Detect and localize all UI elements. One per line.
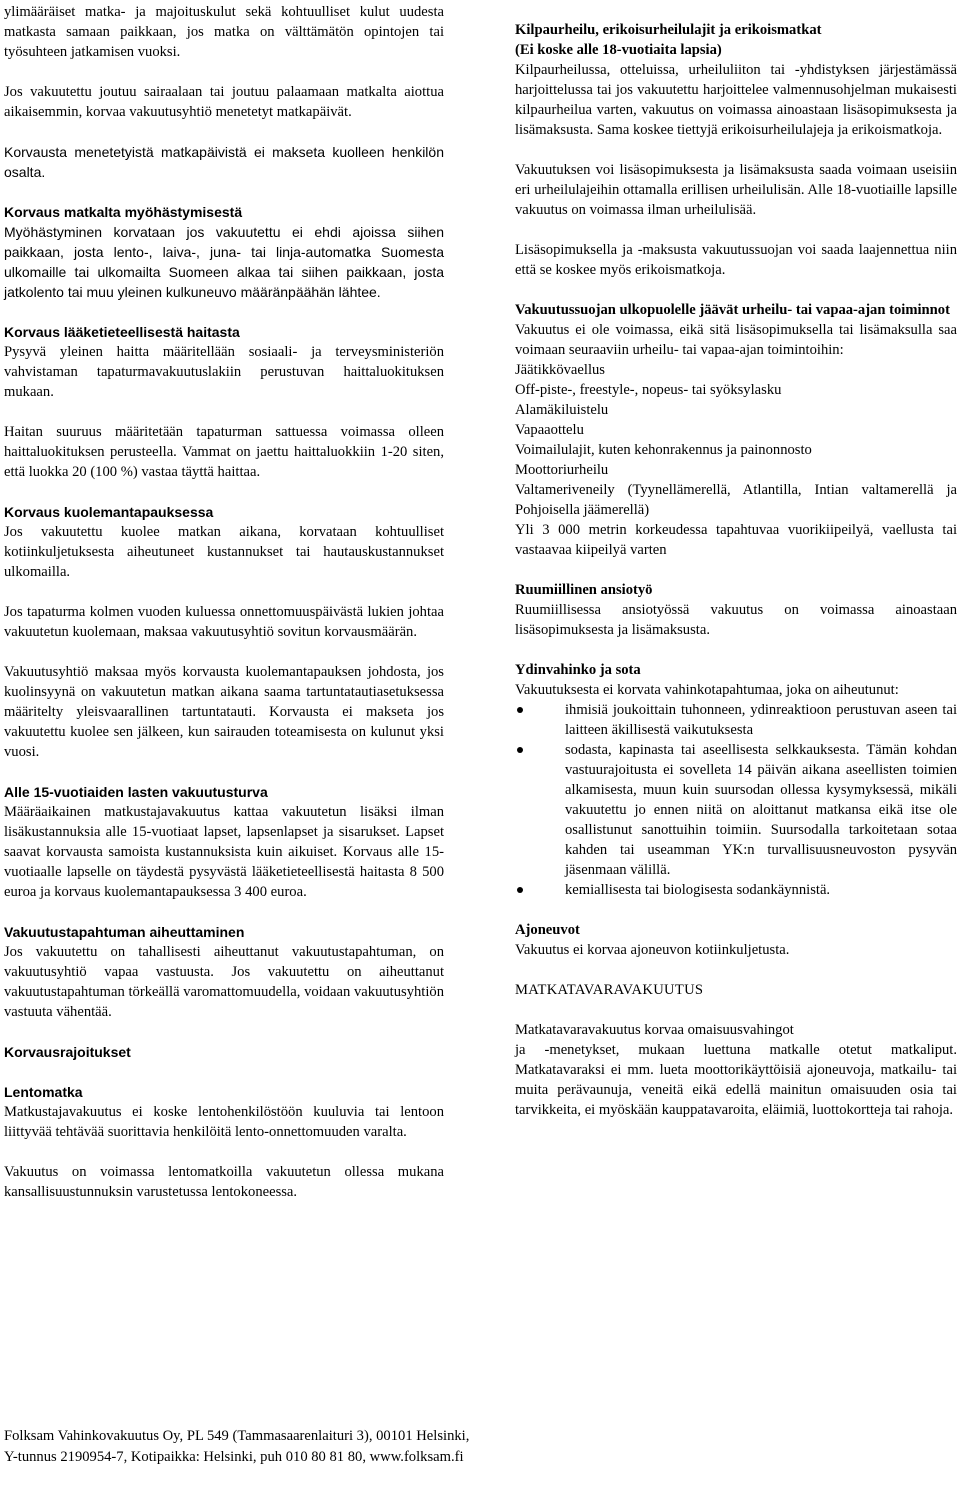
nuclear-heading: Ydinvahinko ja sota xyxy=(515,662,641,678)
death-text-3: Vakuutusyhtiö maksaa myös korvausta kuolemantapauksen johdosta, jos kuolinsyynä on vakuutetun matkan aikana saama tartuntatautiasetuksessa määritelty yleisvaarallinen tartuntatauti. Korvausta ei makseta jos vakuutettu kuolee sen jälkeen, kun sairauden toteamisesta on kulunut yksi vuosi. xyxy=(4,664,444,760)
extreme-section xyxy=(515,300,957,560)
restrictions-heading: Korvausrajoitukset xyxy=(4,1044,131,1060)
bullet-icon xyxy=(517,747,523,753)
vehicles-section xyxy=(515,920,957,960)
nuclear-section xyxy=(515,660,957,900)
intro-paragraph: ylimääräiset matka- ja majoituskulut sekä kohtuulliset kulut uudesta matkasta samaan paikkaan, jos matka on välttämätön opintojen tai työsuhteen jatkamisen vuoksi. xyxy=(4,4,444,60)
deceased-paragraph: Korvausta menetetyistä matkapäivistä ei makseta kuolleen henkilön osalta. xyxy=(4,144,444,180)
competitive-text: Kilpaurheilussa, otteluissa, urheiluliiton tai -yhdistyksen järjestämässä harjoittelussa tai jos vakuutettu harjoittelee valmennusohjelman mukaisesti kilpaurheilua varten, vakuutus on voimassa ainoastaan lisäsopimuksesta ja lisämaksusta. Sama koskee tiettyjä erikoisurheilulajeja ja erikoismatkoja. xyxy=(515,62,957,138)
baggage-text-2: ja -menetykset, mukaan luettuna matkalle otetut matkaliput. Matkatavaraksi ei mm. lueta moottorikäyttöisiä ajoneuvoja, matkailu- tai muita perävaunuja, veneitä eikä edellä mainitun omaisuuden osia tai tarvikkeita, ei myöskään kauppatavaroita, eläimiä, luottokortteja tai rahoja. xyxy=(515,1042,957,1118)
list-item xyxy=(515,700,957,740)
baggage-heading: MATKATAVARAVAKUUTUS xyxy=(515,982,704,998)
delay-section xyxy=(4,202,444,302)
list-item: Alamäkiluistelu xyxy=(515,402,609,418)
flight-text-2: Vakuutus on voimassa lentomatkoilla vakuutetun ollessa mukana kansallisuustunnuksin varustetussa lentokoneessa. xyxy=(4,1164,444,1200)
extreme-heading: Vakuutussuojan ulkopuolelle jäävät urheilu- tai vapaa-ajan toiminnot xyxy=(515,302,950,318)
vehicles-heading: Ajoneuvot xyxy=(515,922,580,938)
list-item: Moottoriurheilu xyxy=(515,462,609,478)
competitive-text-3: Lisäsopimuksella ja -maksusta vakuutussuojan voi saada laajennettua niin että se koskee myös erikoismatkoja. xyxy=(515,242,957,278)
death-text: Jos vakuutettu kuolee matkan aikana, korvataan kohtuulliset kotiinkuljetuksesta aiheutuneet kustannukset tai hautauskustannukset ulkomailla. xyxy=(4,524,444,580)
bullet-icon xyxy=(517,707,523,713)
bullet-text: ihmisiä joukoittain tuhonneen, ydinreaktioon perustuvan aseen tai laitteen äkillisestä vaikutuksesta xyxy=(565,702,957,738)
causing-heading: Vakuutustapahtuman aiheuttaminen xyxy=(4,924,245,940)
list-item: Voimailulajit, kuten kehonrakennus ja painonnosto xyxy=(515,442,812,458)
baggage-section xyxy=(515,980,957,1120)
footer-line-1: Folksam Vahinkovakuutus Oy, PL 549 (Tammasaarenlaituri 3), 00101 Helsinki, xyxy=(4,1428,470,1444)
list-item: Valtameriveneily (Tyynellämerellä, Atlantilla, Intian valtamerellä ja Pohjoisella jäämerellä) xyxy=(515,482,957,518)
list-item: Yli 3 000 metrin korkeudessa tapahtuvaa vuorikiipeilyä, vaellusta tai vastaavaa kiipeilyä varten xyxy=(515,522,957,558)
employment-text: Ruumiillisessa ansiotyössä vakuutus on voimassa ainoastaan lisäsopimuksesta ja lisämaksusta. xyxy=(515,602,957,638)
list-item: Jäätikkövaellus xyxy=(515,362,605,378)
competitive-heading: Kilpaurheilu, erikoisurheilulajit ja erikoismatkat xyxy=(515,22,822,38)
death-text-2: Jos tapaturma kolmen vuoden kuluessa onnettomuuspäivästä lukien johtaa vakuutetun kuolemaan, maksaa vakuutusyhtiö sovitun korvausmäärän. xyxy=(4,604,444,640)
right-column xyxy=(515,2,957,1140)
flight-text: Matkustajavakuutus ei koske lentohenkilöstöön kuuluvia tai lentoon liittyvää tehtävää suorittavia henkilöitä lento-onnettomuuden varalta. xyxy=(4,1104,444,1140)
bullet-icon xyxy=(517,887,523,893)
list-item: Off-piste-, freestyle-, nopeus- tai syöksylasku xyxy=(515,382,782,398)
delay-heading: Korvaus matkalta myöhästymisestä xyxy=(4,204,243,220)
footer-line-2: Y-tunnus 2190954-7, Kotipaikka: Helsinki, puh 010 80 81 80, www.folksam.fi xyxy=(4,1449,464,1465)
children-text: Määräaikainen matkustajavakuutus kattaa vakuutetun lisäksi ilman lisäkustannuksia alle 15-vuotiaat lapset, lapsenlapset ja sisarukset. Lapset saavat korvausta samoista kustannuksista kuin aikuiset. Korvaus alle 15-vuotiaalle lapselle on täydestä pysyvästä lääketieteellisestä haitasta 8 500 euroa ja korvaus kuolemantapauksessa 3 400 euroa. xyxy=(4,804,444,900)
medical-heading: Korvaus lääketieteellisestä haitasta xyxy=(4,324,240,340)
vehicles-text: Vakuutus ei korvaa ajoneuvon kotiinkuljetusta. xyxy=(515,942,790,958)
flight-section xyxy=(4,1082,444,1202)
nuclear-text: Vakuutuksesta ei korvata vahinkotapahtumaa, joka on aiheutunut: xyxy=(515,682,899,698)
bullet-text: sodasta, kapinasta tai aseellisesta selkkauksesta. Tämän kohdan vastuurajoitusta ei sovelleta 14 päivän aikana aseellisten toimien alkamisesta, muun kuin suursodan ollessa kysymyksessä, mikäli vakuutettu jo ennen niitä on aloittanut matkansa eikä itse ole osallistunut sanottuihin toimiin. Suursodalla tarkoitetaan sotaa kahden tai useamman YK:n turvallisuusneuvoston pysyvän jäsenmaan välillä. xyxy=(565,742,957,878)
list-item: Vapaaottelu xyxy=(515,422,584,438)
medical-text-2: Haitan suuruus määritetään tapaturman sattuessa voimassa olleen haittaluokituksen perusteella. Vammat on jaettu haittaluokkiin 1-20 siten, että luokka 20 (100 %) vastaa täyttä haittaa. xyxy=(4,424,444,480)
death-section xyxy=(4,502,444,762)
hospital-paragraph: Jos vakuutettu joutuu sairaalaan tai joutuu palaamaan matkalta aiottua aikaisemmin, korvaa vakuutusyhtiö menetetyt matkapäivät. xyxy=(4,84,444,120)
competitive-subheading: (Ei koske alle 18-vuotiaita lapsia) xyxy=(515,42,722,58)
medical-text: Pysyvä yleinen haitta määritellään sosiaali- ja terveysministeriön vahvistaman tapaturmavakuutuslakiin perustuvan haittaluokituksen mukaan. xyxy=(4,344,444,400)
bullet-text: kemiallisesta tai biologisesta sodankäynnistä. xyxy=(565,882,831,898)
employment-section xyxy=(515,580,957,640)
flight-heading: Lentomatka xyxy=(4,1084,83,1100)
causing-text: Jos vakuutettu on tahallisesti aiheuttanut vakuutustapahtuman, on vakuutusyhtiö vapaa vastuusta. Jos vakuutettu on aiheuttanut vakuutustapahtuman törkeällä varomattomuudella, voidaan vakuutusyhtiön vastuuta vähentää. xyxy=(4,944,444,1020)
page-footer xyxy=(4,1426,944,1468)
list-item xyxy=(515,880,957,900)
causing-section xyxy=(4,922,444,1022)
nuclear-bullet-list xyxy=(515,700,957,900)
extreme-text: Vakuutus ei ole voimassa, eikä sitä lisäsopimuksella tai lisämaksulla saa voimaan seuraaviin urheilu- tai vapaa-ajan toimintoihin: xyxy=(515,322,957,358)
competitive-section xyxy=(515,20,957,280)
employment-heading: Ruumiillinen ansiotyö xyxy=(515,582,653,598)
baggage-text: Matkatavaravakuutus korvaa omaisuusvahingot xyxy=(515,1022,794,1038)
death-heading: Korvaus kuolemantapauksessa xyxy=(4,504,214,520)
children-section xyxy=(4,782,444,902)
competitive-text-2: Vakuutuksen voi lisäsopimuksesta ja lisämaksusta saada voimaan useisiin eri urheilulajeihin ottamalla erillisen urheilulisän. Alle 18-vuotiaille lapsille vakuutus on voimassa ilman urheilulisää. xyxy=(515,162,957,218)
list-item xyxy=(515,740,957,880)
medical-section xyxy=(4,322,444,482)
children-heading: Alle 15-vuotiaiden lasten vakuutusturva xyxy=(4,784,268,800)
delay-text: Myöhästyminen korvataan jos vakuutettu ei ehdi ajoissa siihen paikkaan, josta lento-, laiva-, juna- tai linja-automatka Suomesta ulkomaille tai ulkomailta Suomeen alkaa tai siihen paikkaan, josta jatkolento tai muu yleinen kulkuneuvo määränpäähän lähtee. xyxy=(4,224,444,300)
excluded-sports-list xyxy=(515,360,957,560)
left-column xyxy=(4,2,444,1222)
restrictions-section xyxy=(4,1042,444,1062)
